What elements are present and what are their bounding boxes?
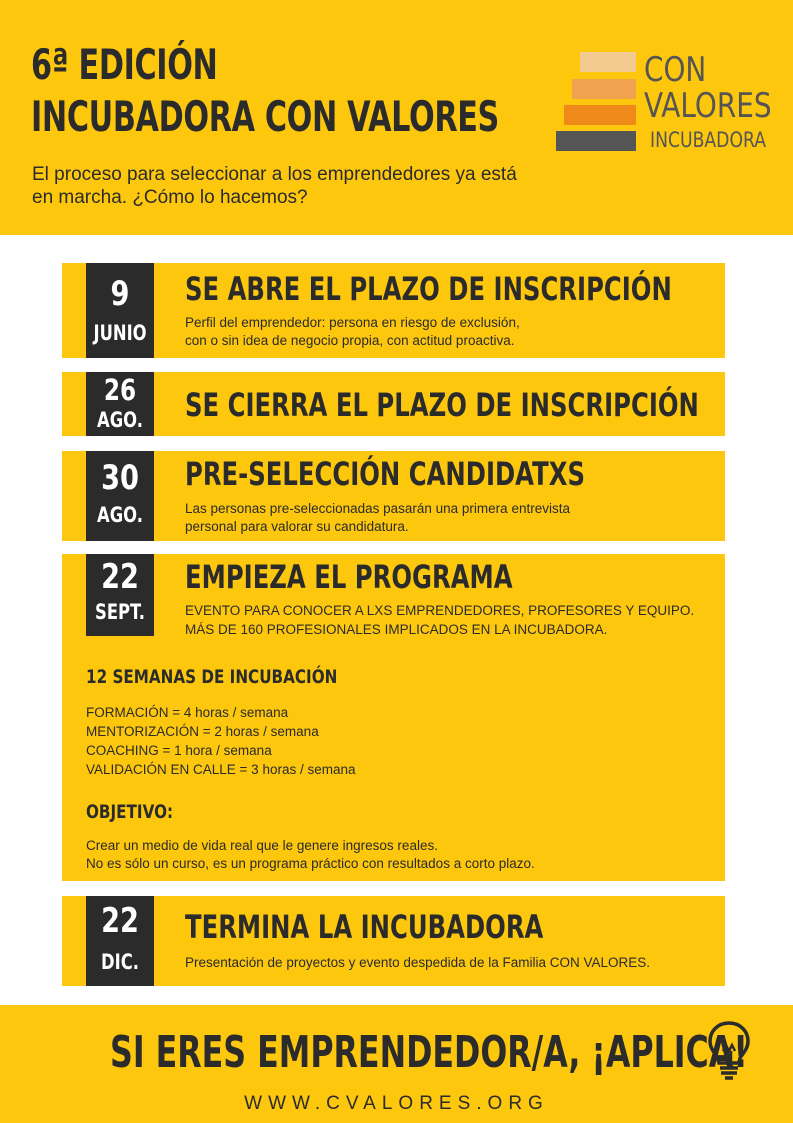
timeline-item-inscripcion-abre (62, 263, 725, 358)
timeline-item-inscripcion-cierra (62, 372, 725, 436)
date-month: AGO. (97, 503, 143, 527)
logo-text-valores: VALORES (644, 86, 772, 126)
timeline-item-programa (62, 554, 725, 881)
date-day: 22 (101, 901, 139, 941)
timeline-item-preseleccion (62, 451, 725, 541)
date-month: SEPT. (95, 600, 145, 624)
objective-line2: No es sólo un curso, es un programa práctico con resultados a corto plazo. (86, 856, 535, 871)
date-day: 26 (103, 373, 137, 407)
con-valores-logo (556, 50, 776, 160)
logo-bar-1 (580, 52, 636, 72)
weeks-line-mentorizacion: MENTORIZACIÓN = 2 horas / semana (86, 724, 319, 739)
date-day: 30 (101, 458, 139, 498)
website-link[interactable]: WWW.CVALORES.ORG (244, 1093, 549, 1114)
logo-bar-4 (556, 131, 636, 151)
call-to-action: SI ERES EMPRENDEDOR/A, ¡APLICA! (110, 1027, 748, 1078)
date-month: AGO. (97, 408, 143, 432)
footer-band (0, 1005, 793, 1123)
item-title: TERMINA LA INCUBADORA (185, 908, 544, 946)
date-badge (86, 896, 154, 986)
timeline-item-termina (62, 896, 725, 986)
weeks-line-validacion: VALIDACIÓN EN CALLE = 3 horas / semana (86, 762, 356, 777)
item-desc-line1: Presentación de proyectos y evento despedida de la Familia CON VALORES. (185, 955, 650, 970)
item-desc-line1: Las personas pre-seleccionadas pasarán una primera entrevista (185, 501, 570, 516)
logo-bar-3 (564, 105, 636, 125)
item-title: EMPIEZA EL PROGRAMA (185, 558, 513, 596)
lightbulb-icon (706, 1019, 752, 1086)
date-day: 22 (101, 557, 139, 597)
page-title-line1: 6ª EDICIÓN (31, 40, 218, 89)
date-month: DIC. (101, 950, 139, 974)
header-band (0, 0, 793, 235)
objective-line1: Crear un medio de vida real que le genere ingresos reales. (86, 838, 438, 853)
date-badge (86, 554, 154, 636)
objective-heading: OBJETIVO: (86, 801, 174, 823)
item-desc-line1: EVENTO PARA CONOCER A LXS EMPRENDEDORES, PROFESORES Y EQUIPO. (185, 603, 695, 618)
item-desc-line2: MÁS DE 160 PROFESIONALES IMPLICADOS EN LA INCUBADORA. (185, 622, 608, 637)
date-month: JUNIO (93, 321, 147, 345)
date-badge (86, 263, 154, 358)
item-title: PRE-SELECCIÓN CANDIDATXS (185, 455, 585, 493)
item-title: SE CIERRA EL PLAZO DE INSCRIPCIÓN (185, 386, 699, 424)
item-desc-line2: personal para valorar su candidatura. (185, 519, 409, 534)
weeks-heading: 12 SEMANAS DE INCUBACIÓN (86, 666, 338, 688)
item-desc-line1: Perfil del emprendedor: persona en riesgo de exclusión, (185, 315, 520, 330)
logo-text-incubadora: INCUBADORA (650, 128, 767, 152)
logo-text-con: CON (644, 50, 707, 90)
date-day: 9 (110, 274, 130, 314)
page-subtitle: El proceso para seleccionar a los emprendedores ya está en marcha. ¿Cómo lo hacemos? (32, 164, 517, 208)
page-title-line2: INCUBADORA CON VALORES (31, 92, 499, 141)
weeks-line-coaching: COACHING = 1 hora / semana (86, 743, 272, 758)
item-title: SE ABRE EL PLAZO DE INSCRIPCIÓN (185, 270, 672, 308)
logo-bar-2 (572, 79, 636, 99)
item-desc-line2: con o sin idea de negocio propia, con actitud proactiva. (185, 333, 515, 348)
date-badge (86, 451, 154, 541)
weeks-line-formacion: FORMACIÓN = 4 horas / semana (86, 705, 289, 720)
date-badge (86, 372, 154, 436)
